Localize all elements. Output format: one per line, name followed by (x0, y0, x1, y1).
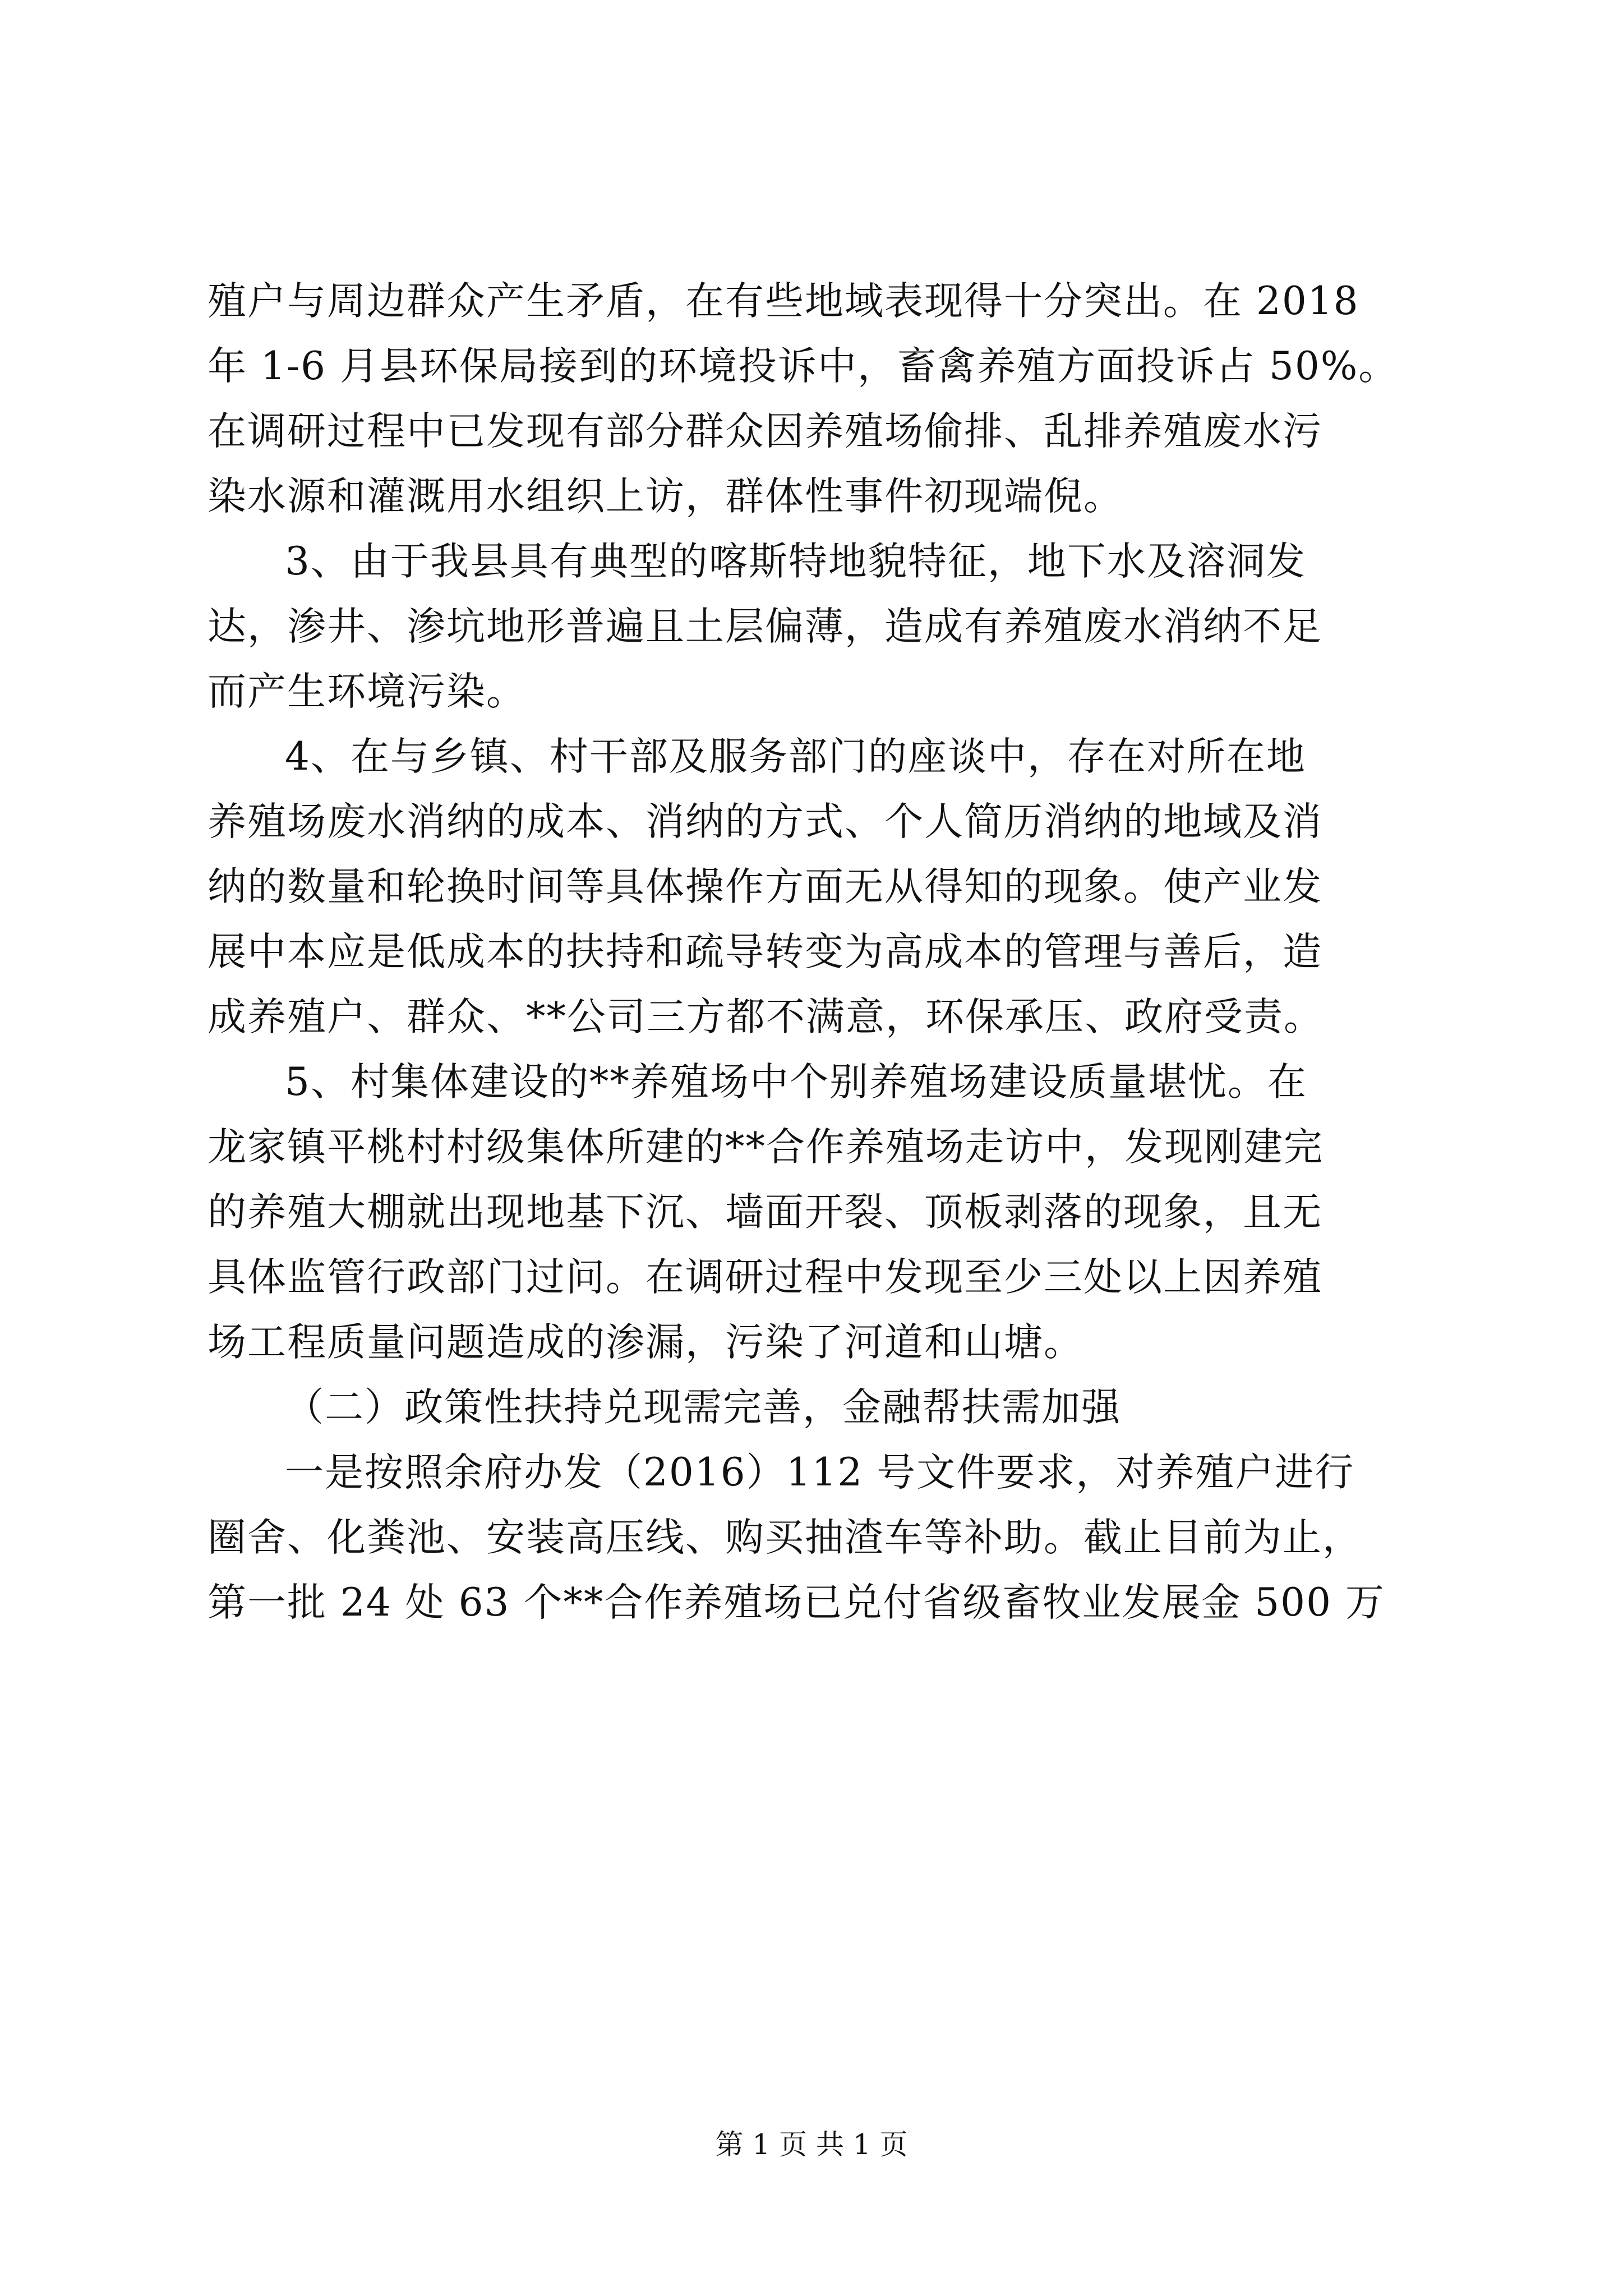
section-heading: （二）政策性扶持兑现需完善，金融帮扶需加强 (285, 1385, 1121, 1430)
body-line: 而产生环境污染。 (208, 669, 526, 714)
body-line: 纳的数量和轮换时间等具体操作方面无从得知的现象。使产业发 (208, 864, 1322, 909)
body-line: 第一批 24 处 63 个**合作养殖场已兑付省级畜牧业发展金 500 万 (208, 1580, 1385, 1625)
body-line: 展中本应是低成本的扶持和疏导转变为高成本的管理与善后，造 (208, 930, 1322, 974)
body-line: 的养殖大棚就出现地基下沉、墙面开裂、顶板剥落的现象，且无 (208, 1190, 1322, 1235)
body-line: 成养殖户、群众、**公司三方都不满意，环保承压、政府受责。 (208, 995, 1324, 1039)
paragraph-first-line: 3、由于我县具有典型的喀斯特地貌特征，地下水及溶洞发 (285, 539, 1306, 584)
body-line: 达，渗井、渗坑地形普遍且土层偏薄，造成有养殖废水消纳不足 (208, 604, 1322, 649)
body-line: 年 1-6 月县环保局接到的环境投诉中，畜禽养殖方面投诉占 50%。 (208, 344, 1399, 389)
paragraph-first-line: 一是按照余府办发（2016）112 号文件要求，对养殖户进行 (285, 1450, 1355, 1495)
body-line: 圈舍、化粪池、安装高压线、购买抽渣车等补助。截止目前为止， (208, 1515, 1362, 1560)
body-line: 染水源和灌溉用水组织上访，群体性事件初现端倪。 (208, 474, 1123, 519)
body-line: 养殖场废水消纳的成本、消纳的方式、个人简历消纳的地域及消 (208, 799, 1322, 844)
body-line: 殖户与周边群众产生矛盾，在有些地域表现得十分突出。在 2018 (208, 279, 1359, 324)
body-line: 具体监管行政部门过问。在调研过程中发现至少三处以上因养殖 (208, 1255, 1322, 1300)
body-line: 场工程质量问题造成的渗漏，污染了河道和山塘。 (208, 1320, 1083, 1365)
page-number-footer: 第 1 页 共 1 页 (715, 2128, 908, 2161)
paragraph-first-line: 4、在与乡镇、村干部及服务部门的座谈中，存在对所在地 (285, 734, 1306, 779)
paragraph-first-line: 5、村集体建设的**养殖场中个别养殖场建设质量堪忧。在 (285, 1060, 1307, 1105)
body-line: 龙家镇平桃村村级集体所建的**合作养殖场走访中，发现刚建完 (208, 1125, 1324, 1170)
body-line: 在调研过程中已发现有部分群众因养殖场偷排、乱排养殖废水污 (208, 409, 1322, 454)
